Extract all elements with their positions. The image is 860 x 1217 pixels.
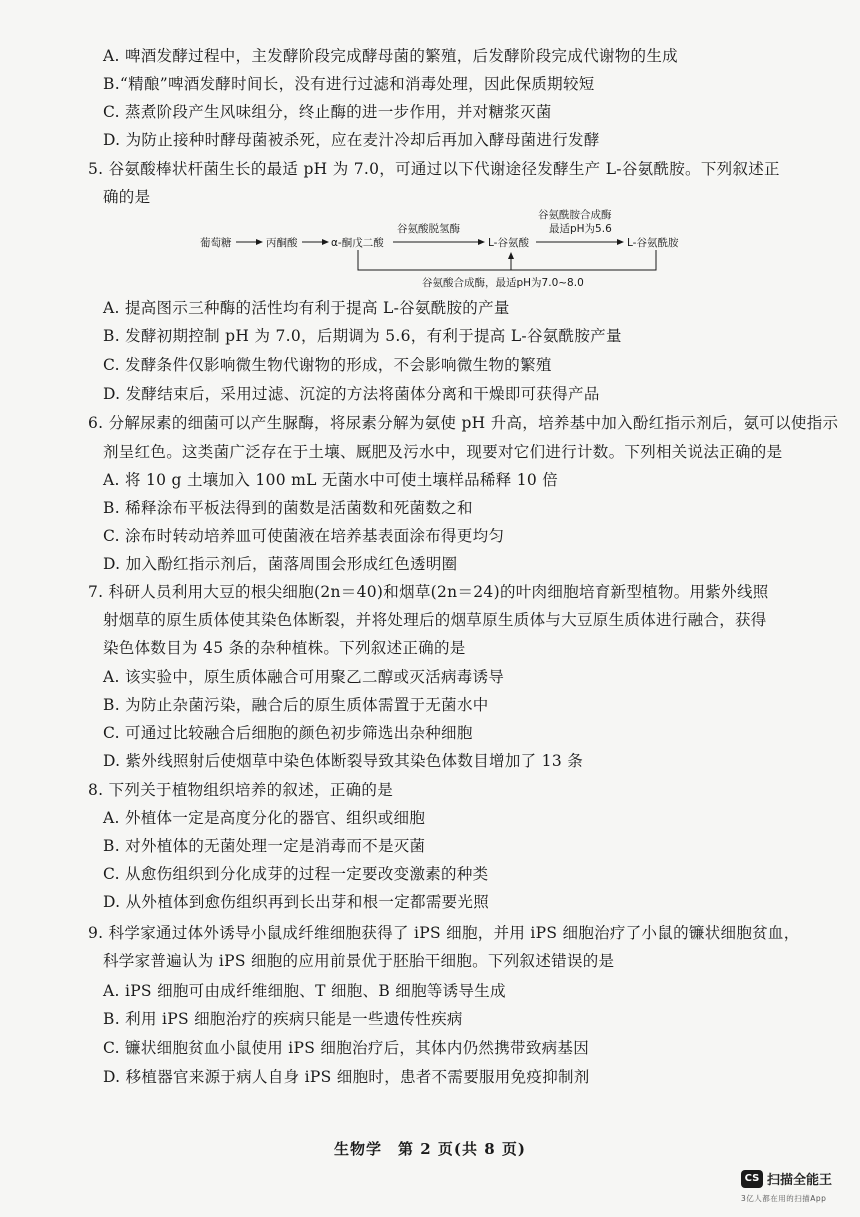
- enzyme-glutamine-synthetase: 谷氨酰胺合成酶: [538, 209, 612, 221]
- enzyme-glutamate-synthase: 谷氨酸合成酶，最适pH为7.0~8.0: [422, 277, 584, 289]
- page-footer: 生物学 第 2 页(共 8 页): [334, 1140, 526, 1158]
- q9-option-a: A. iPS 细胞可由成纤维细胞、T 细胞、B 细胞等诱导生成: [103, 982, 506, 1000]
- q7-option-d: D. 紫外线照射后使烟草中染色体断裂导致其染色体数目增加了 13 条: [103, 752, 584, 770]
- q6-stem-line2: 剂呈红色。这类菌广泛存在于土壤、厩肥及污水中，现要对它们进行计数。下列相关说法正确的是: [103, 443, 783, 461]
- q4-option-d: D. 为防止接种时酵母菌被杀死，应在麦汁冷却后再加入酵母菌进行发酵: [103, 131, 600, 149]
- q6-option-d: D. 加入酚红指示剂后，菌落周围会形成红色透明圈: [103, 555, 458, 573]
- q7-stem-line2: 射烟草的原生质体使其染色体断裂，并将处理后的烟草原生质体与大豆原生质体进行融合，获得: [103, 611, 767, 629]
- node-pyruvate: 丙酮酸: [266, 237, 298, 249]
- watermark-app-name: 扫描全能王: [767, 1173, 833, 1188]
- metabolic-pathway-diagram: [200, 208, 720, 292]
- q7-stem-line3: 染色体数目为 45 条的杂种植株。下列叙述正确的是: [103, 639, 466, 657]
- node-l-glutamate: L-谷氨酸: [488, 237, 529, 249]
- q6-option-a: A. 将 10 g 土壤加入 100 mL 无菌水中可使土壤样品稀释 10 倍: [103, 471, 559, 489]
- q8-option-d: D. 从外植体到愈伤组织再到长出芽和根一定都需要光照: [103, 893, 490, 911]
- watermark-tagline: 3亿人都在用的扫描App: [741, 1194, 827, 1203]
- q9-stem-line2: 科学家普遍认为 iPS 细胞的应用前景优于胚胎干细胞。下列叙述错误的是: [103, 952, 615, 970]
- q5-stem-line2: 确的是: [103, 188, 151, 206]
- q8-stem: 8. 下列关于植物组织培养的叙述，正确的是: [88, 781, 394, 799]
- q5-option-b: B. 发酵初期控制 pH 为 7.0，后期调为 5.6，有利于提高 L-谷氨酰胺产量: [103, 327, 622, 345]
- q8-option-c: C. 从愈伤组织到分化成芽的过程一定要改变激素的种类: [103, 865, 489, 883]
- q6-option-c: C. 涂布时转动培养皿可使菌液在培养基表面涂布得更均匀: [103, 527, 505, 545]
- q7-option-b: B. 为防止杂菌污染，融合后的原生质体需置于无菌水中: [103, 696, 489, 714]
- q5-option-a: A. 提高图示三种酶的活性均有利于提高 L-谷氨酰胺的产量: [103, 299, 510, 317]
- q7-option-c: C. 可通过比较融合后细胞的颜色初步筛选出杂种细胞: [103, 724, 473, 742]
- q8-option-b: B. 对外植体的无菌处理一定是消毒而不是灭菌: [103, 837, 426, 855]
- q5-option-d: D. 发酵结束后，采用过滤、沉淀的方法将菌体分离和干燥即可获得产品: [103, 385, 600, 403]
- q9-option-c: C. 镰状细胞贫血小鼠使用 iPS 细胞治疗后，其体内仍然携带致病基因: [103, 1039, 590, 1057]
- q6-option-b: B. 稀释涂布平板法得到的菌数是活菌数和死菌数之和: [103, 499, 473, 517]
- q9-option-d: D. 移植器官来源于病人自身 iPS 细胞时，患者不需要服用免疫抑制剂: [103, 1068, 590, 1086]
- node-l-glutamine: L-谷氨酰胺: [627, 237, 679, 249]
- q7-option-a: A. 该实验中，原生质体融合可用聚乙二醇或灭活病毒诱导: [103, 668, 505, 686]
- enzyme-glutamate-dehydrogenase: 谷氨酸脱氢酶: [397, 223, 460, 235]
- q4-option-c: C. 蒸煮阶段产生风味组分，终止酶的进一步作用，并对糖浆灭菌: [103, 103, 552, 121]
- enzyme-optimal-ph-5-6: 最适pH为5.6: [549, 223, 612, 235]
- q5-stem-line1: 5. 谷氨酸棒状杆菌生长的最适 pH 为 7.0，可通过以下代谢途径发酵生产 L-谷氨酰胺。下列叙述正: [88, 160, 780, 178]
- q6-stem-line1: 6. 分解尿素的细菌可以产生脲酶，将尿素分解为氨使 pH 升高，培养基中加入酚红指示剂后，氨可以使指示: [88, 414, 839, 432]
- q9-stem-line1: 9. 科学家通过体外诱导小鼠成纤维细胞获得了 iPS 细胞，并用 iPS 细胞治疗了小鼠的镰状细胞贫血，: [88, 924, 800, 942]
- node-alpha-ketoglutarate: α-酮戊二酸: [331, 237, 384, 249]
- q4-option-a: A. 啤酒发酵过程中，主发酵阶段完成酵母菌的繁殖，后发酵阶段完成代谢物的生成: [103, 47, 678, 65]
- q9-option-b: B. 利用 iPS 细胞治疗的疾病只能是一些遗传性疾病: [103, 1010, 463, 1028]
- q5-option-c: C. 发酵条件仅影响微生物代谢物的形成，不会影响微生物的繁殖: [103, 356, 552, 374]
- camscanner-logo-icon: CS: [741, 1170, 763, 1188]
- q7-stem-line1: 7. 科研人员利用大豆的根尖细胞(2n＝40)和烟草(2n＝24)的叶肉细胞培育新型植物。用紫外线照: [88, 583, 769, 601]
- q8-option-a: A. 外植体一定是高度分化的器官、组织或细胞: [103, 809, 426, 827]
- feedback-path: [358, 250, 656, 270]
- node-glucose: 葡萄糖: [200, 237, 232, 249]
- q4-option-b: B.“精酿”啤酒发酵时间长，没有进行过滤和消毒处理，因此保质期较短: [103, 75, 595, 93]
